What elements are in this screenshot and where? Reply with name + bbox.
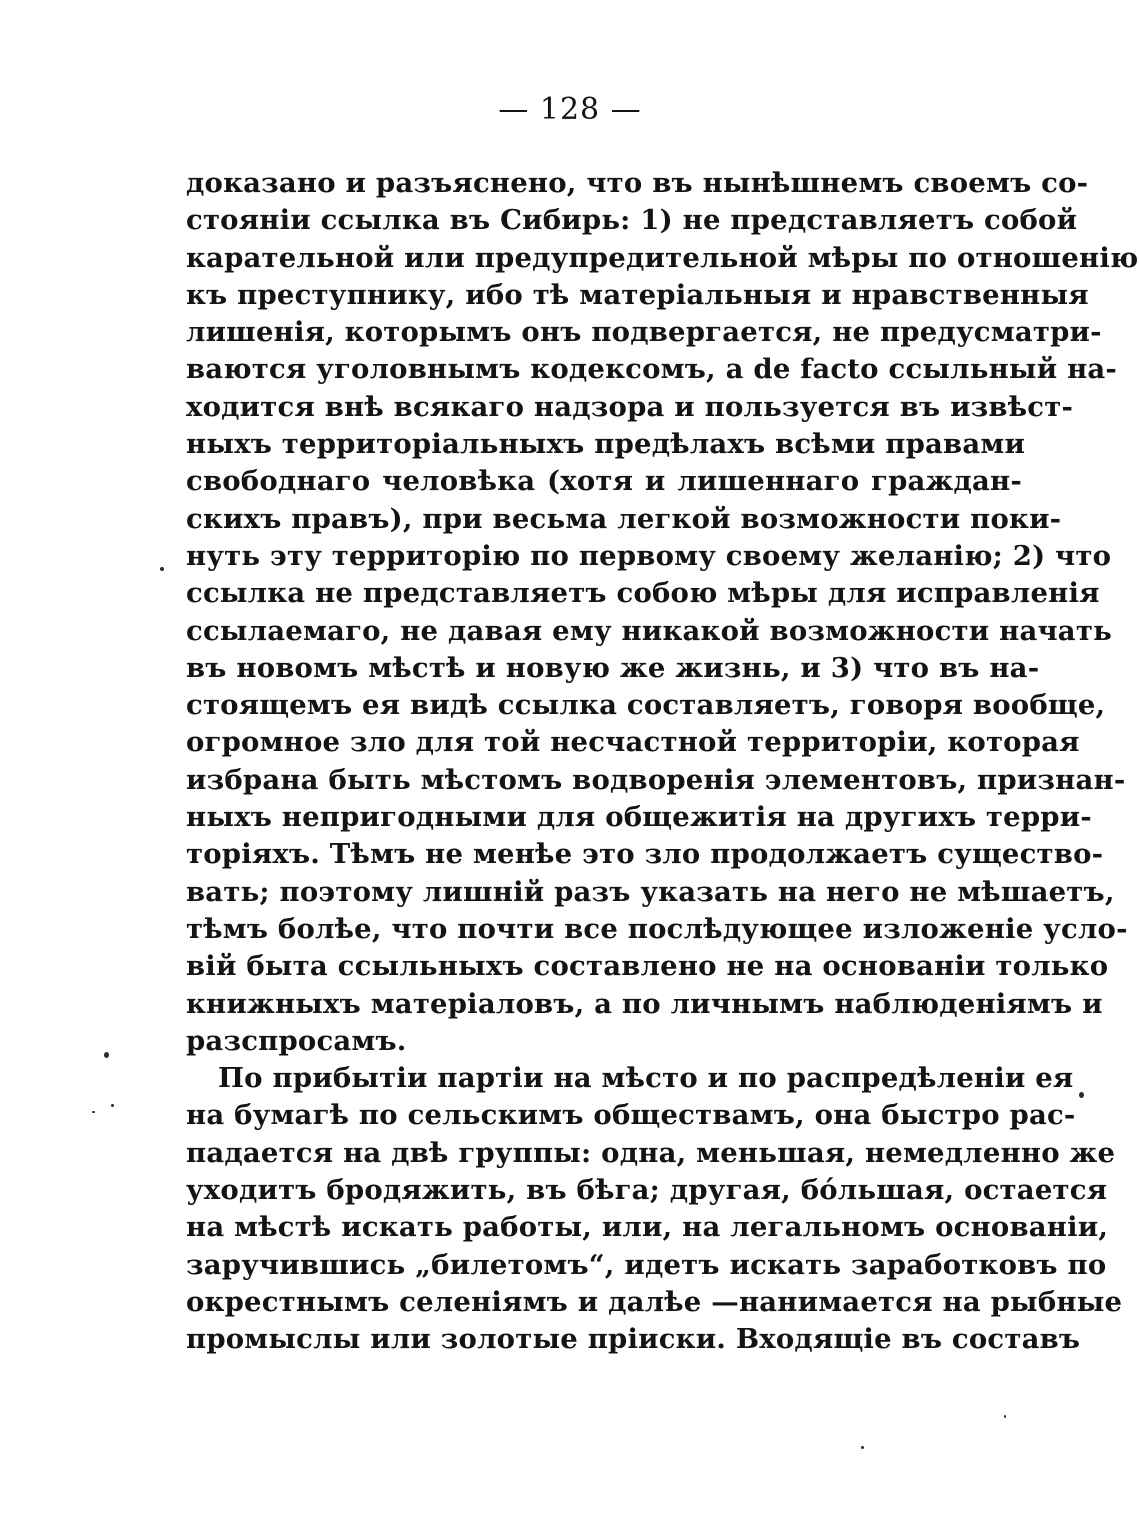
text-line: доказано и разъяснено, что въ нынѣшнемъ своемъ со-: [186, 167, 1089, 199]
text-line: заручившись „билетомъ“, идетъ искать заработковъ по: [186, 1248, 1107, 1281]
text-line: ныхъ территоріальныхъ предѣлахъ всѣми правами: [186, 428, 1026, 461]
text-line: свободнаго человѣка (хотя и лишеннаго граждан-: [186, 465, 1022, 498]
text-line: уходитъ бродяжить, въ бѣга; другая, бóльшая, остается: [186, 1174, 1108, 1207]
text-line: торіяхъ. Тѣмъ не менѣе это зло продолжаетъ существо-: [186, 838, 1104, 871]
scan-speck: [861, 1446, 864, 1449]
scan-speck: [160, 567, 164, 571]
scan-speck: [1004, 1415, 1006, 1418]
text-line: стояніи ссылка въ Сибирь: 1) не представляетъ собой: [186, 204, 1078, 237]
text-line: нуть эту территорію по первому своему желанію; 2) что: [186, 539, 1112, 572]
text-line: ссылаемаго, не давая ему никакой возможности начать: [186, 614, 1112, 647]
paragraph-2: [186, 1060, 1123, 1358]
scan-speck: [104, 1052, 109, 1058]
text-line: книжныхъ матеріаловъ, а по личнымъ наблюденіямъ и: [186, 987, 1103, 1020]
text-line: ваются уголовнымъ кодексомъ, а de facto ссыльный на-: [186, 353, 1118, 386]
text-line: вій быта ссыльныхъ составлено не на основаніи только: [186, 950, 1109, 983]
text-line: скихъ правъ), при весьма легкой возможности поки-: [186, 502, 1062, 535]
text-line: стоящемъ ея видѣ ссылка составляетъ, говоря вообще,: [186, 689, 1106, 722]
text-line: окрестнымъ селеніямъ и далѣе —нанимается на рыбные: [186, 1285, 1123, 1318]
text-line: огромное зло для той несчастной территоріи, которая: [186, 726, 1080, 759]
scan-speck: [1079, 1092, 1084, 1098]
text-line: лишенія, которымъ онъ подвергается, не предусматри-: [186, 316, 1102, 349]
text-line: тѣмъ болѣе, что почти все послѣдующее изложеніе усло-: [186, 912, 1128, 945]
text-line: на бумагѣ по сельскимъ обществамъ, она быстро рас-: [186, 1099, 1076, 1132]
page-number: — 128 —: [498, 92, 642, 127]
text-line: ходится внѣ всякаго надзора и пользуется въ извѣст-: [186, 390, 1074, 423]
text-line: къ преступнику, ибо тѣ матеріальныя и нравственныя: [186, 278, 1089, 311]
text-line: По прибытіи партіи на мѣсто и по распредѣленіи ея: [218, 1062, 1074, 1095]
text-line: падается на двѣ группы: одна, меньшая, немедленно же: [186, 1136, 1116, 1169]
text-line: въ новомъ мѣстѣ и новую же жизнь, и 3) что въ на-: [186, 651, 1040, 684]
text-line: ссылка не представляетъ собою мѣры для исправленія: [186, 577, 1100, 610]
text-line: промыслы или золотые пріиски. Входящіе въ составъ: [186, 1323, 1081, 1356]
text-line: ныхъ непригодными для общежитія на другихъ терри-: [186, 801, 1092, 834]
text-line: избрана быть мѣстомъ водворенія элементовъ, признан-: [186, 763, 1126, 796]
scan-speck: [111, 1104, 114, 1107]
body-text: [186, 165, 1139, 1359]
text-line: на мѣстѣ искать работы, или, на легальномъ основаніи,: [186, 1211, 1109, 1244]
scan-speck: [92, 1111, 95, 1113]
paragraph-1: [186, 165, 1139, 1060]
text-line: вать; поэтому лишній разъ указать на него не мѣшаетъ,: [186, 875, 1115, 908]
text-line: карательной или предупредительной мѣры по отношенію: [186, 241, 1139, 274]
text-line: разспросамъ.: [186, 1024, 407, 1057]
